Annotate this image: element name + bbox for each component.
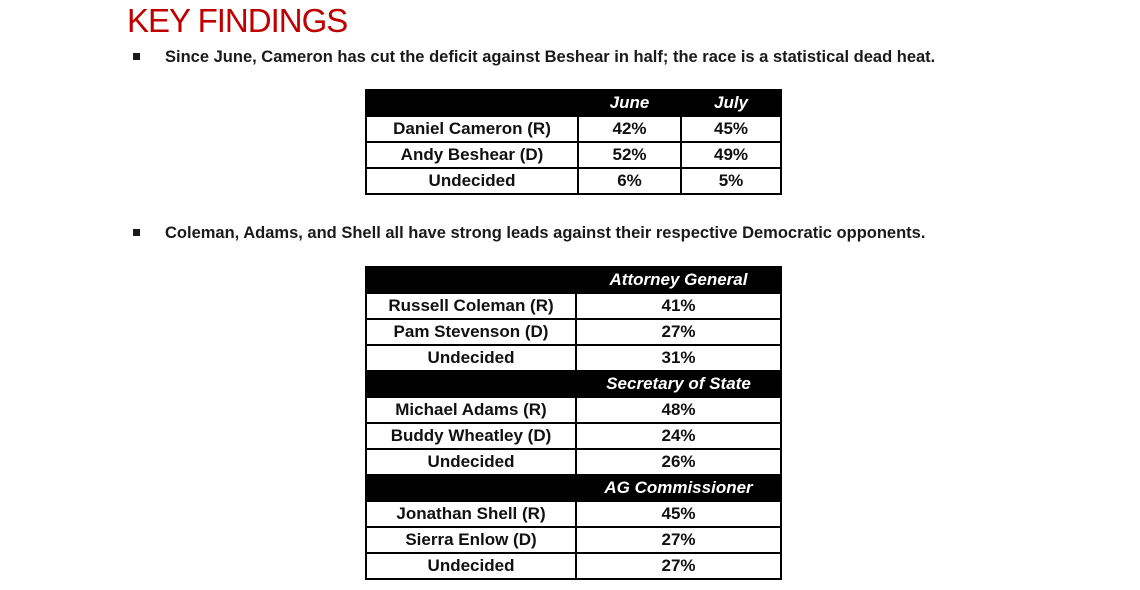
- empty-header-cell: [366, 475, 576, 501]
- june-value-cell: 42%: [578, 116, 681, 142]
- value-cell: 45%: [576, 501, 781, 527]
- bullet-item-governor-race: [133, 47, 935, 68]
- candidate-name-cell: Pam Stevenson (D): [366, 319, 576, 345]
- table-row: [366, 423, 781, 449]
- candidate-name-cell: Russell Coleman (R): [366, 293, 576, 319]
- value-cell: 48%: [576, 397, 781, 423]
- table-header-row: [366, 90, 781, 116]
- candidate-name-cell: Undecided: [366, 553, 576, 579]
- section-header-row: [366, 267, 781, 293]
- office-header-ag-commissioner: AG Commissioner: [576, 475, 781, 501]
- table-row: [366, 345, 781, 371]
- candidate-name-cell: Jonathan Shell (R): [366, 501, 576, 527]
- candidate-name-cell: Sierra Enlow (D): [366, 527, 576, 553]
- page-title: KEY FINDINGS: [127, 2, 348, 39]
- july-value-cell: 5%: [681, 168, 781, 194]
- column-header-july: July: [681, 90, 781, 116]
- table-row: [366, 501, 781, 527]
- bullet-square-icon: [133, 53, 140, 60]
- table-row: [366, 553, 781, 579]
- june-value-cell: 6%: [578, 168, 681, 194]
- down-ballot-poll-table: [365, 266, 782, 580]
- june-value-cell: 52%: [578, 142, 681, 168]
- value-cell: 24%: [576, 423, 781, 449]
- value-cell: 27%: [576, 527, 781, 553]
- candidate-name-cell: Undecided: [366, 449, 576, 475]
- value-cell: 26%: [576, 449, 781, 475]
- empty-header-cell: [366, 267, 576, 293]
- table-row: [366, 142, 781, 168]
- candidate-name-cell: Daniel Cameron (R): [366, 116, 578, 142]
- bullet-item-down-ballot: [133, 223, 925, 244]
- office-header-secretary-of-state: Secretary of State: [576, 371, 781, 397]
- candidate-name-cell: Undecided: [366, 168, 578, 194]
- value-cell: 27%: [576, 553, 781, 579]
- candidate-name-cell: Undecided: [366, 345, 576, 371]
- table-row: [366, 397, 781, 423]
- july-value-cell: 49%: [681, 142, 781, 168]
- july-value-cell: 45%: [681, 116, 781, 142]
- table-row: [366, 116, 781, 142]
- candidate-name-cell: Michael Adams (R): [366, 397, 576, 423]
- bullet-text: Coleman, Adams, and Shell all have strong leads against their respective Democratic opponents.: [165, 224, 926, 242]
- table-row: [366, 319, 781, 345]
- bullet-square-icon: [133, 229, 140, 236]
- bullet-text: Since June, Cameron has cut the deficit against Beshear in half; the race is a statistical dead heat.: [165, 48, 936, 66]
- candidate-name-cell: Andy Beshear (D): [366, 142, 578, 168]
- table-row: [366, 449, 781, 475]
- candidate-name-cell: Buddy Wheatley (D): [366, 423, 576, 449]
- empty-header-cell: [366, 371, 576, 397]
- value-cell: 31%: [576, 345, 781, 371]
- value-cell: 41%: [576, 293, 781, 319]
- section-header-row: [366, 371, 781, 397]
- empty-header-cell: [366, 90, 578, 116]
- section-header-row: [366, 475, 781, 501]
- table-row: [366, 168, 781, 194]
- office-header-attorney-general: Attorney General: [576, 267, 781, 293]
- table-row: [366, 527, 781, 553]
- column-header-june: June: [578, 90, 681, 116]
- value-cell: 27%: [576, 319, 781, 345]
- table-row: [366, 293, 781, 319]
- governor-poll-table: [365, 89, 782, 195]
